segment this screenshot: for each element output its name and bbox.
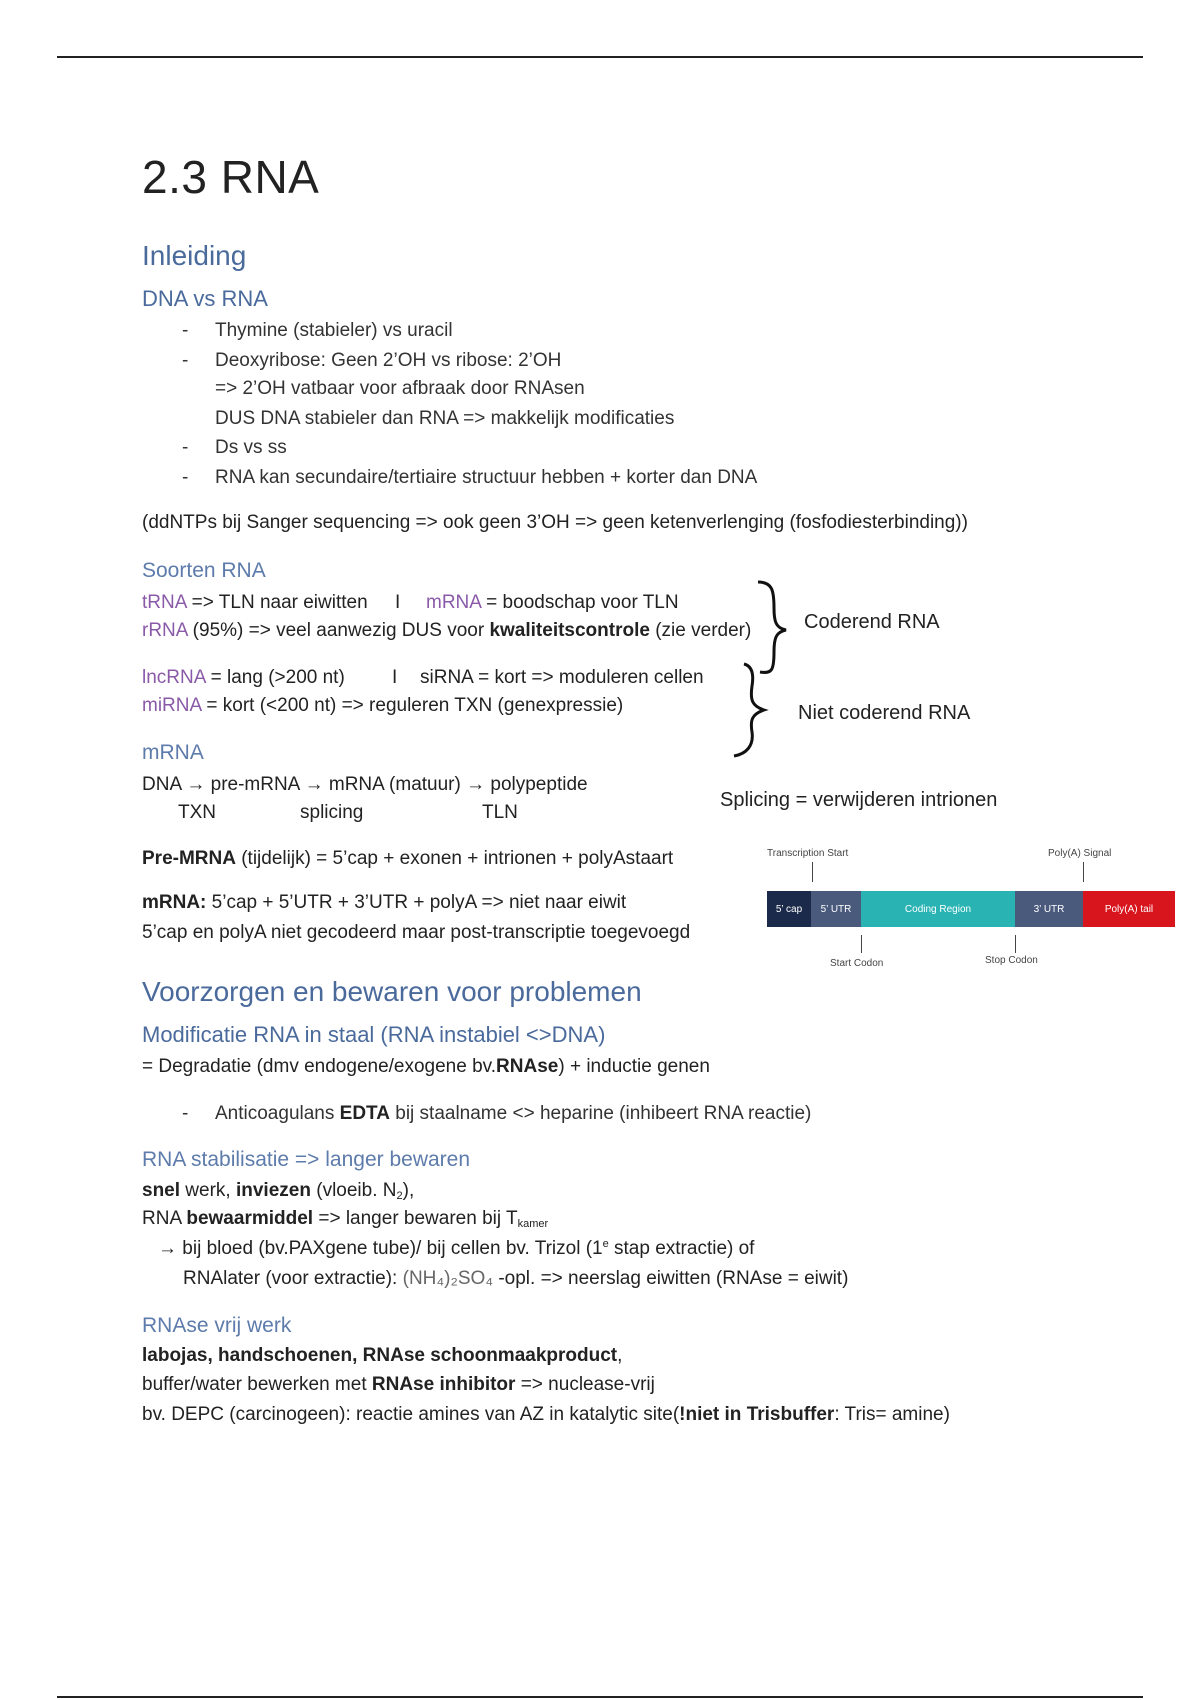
list-item: RNA kan secundaire/tertiaire structuur hebben + korter dan DNA [215, 467, 758, 488]
label-splicing: splicing [300, 802, 364, 823]
lncrna-line [142, 667, 345, 689]
segment-5utr: 5’ UTR [811, 891, 861, 927]
mirna-term: miRNA [142, 695, 202, 716]
separator: I [395, 592, 401, 613]
brace-icon [730, 660, 770, 760]
bullet-dash: - [182, 320, 189, 341]
text-span: Anticoagulans [215, 1103, 340, 1124]
vrij-line-1 [142, 1345, 622, 1367]
list-item: Ds vs ss [215, 437, 287, 458]
label-transcription-start: Transcription Start [767, 848, 849, 859]
text-span: => langer bewaren bij T [313, 1208, 518, 1229]
footer-rule [57, 1696, 1143, 1698]
vrij-line-3 [142, 1404, 950, 1426]
text-span: -opl. => neerslag eiwitten (RNAse = eiwit) [493, 1268, 849, 1289]
bewaarmiddel-line [142, 1208, 548, 1230]
text-span: RNAlater (voor extractie): [183, 1268, 403, 1289]
splicing-definition: Splicing = verwijderen intrionen [720, 789, 998, 811]
label-niet-coderend: Niet coderend RNA [798, 702, 971, 724]
text-span: = Degradatie (dmv endogene/exogene bv. [142, 1056, 497, 1077]
up-arrow-icon [861, 935, 862, 953]
text-span: => nuclease-vrij [515, 1374, 655, 1395]
trna-line [142, 592, 368, 614]
text-span: ) + inductie genen [558, 1056, 710, 1077]
segment-coding-region: Coding Region [861, 891, 1015, 927]
subheading-rnase-vrij: RNAse vrij werk [142, 1314, 292, 1337]
rrna-tail: (zie verder) [649, 620, 752, 641]
label-tln: TLN [482, 802, 518, 823]
mrna-term: mRNA [426, 592, 481, 613]
mrna-structure-desc: 5’cap + 5’UTR + 3’UTR + polyA => niet naar eiwit [206, 892, 627, 913]
text-span: (vloeib. N [310, 1180, 397, 1201]
chemical-formula: (NH₄)₂SO₄ [402, 1268, 494, 1289]
section-heading-voorzorgen: Voorzorgen en bewaren voor problemen [142, 976, 642, 1007]
lncrna-desc: = lang (>200 nt) [205, 667, 345, 688]
rrna-bold: kwaliteitscontrole [489, 620, 650, 641]
segment-5cap: 5’ cap [767, 891, 811, 927]
pre-mrna-desc: (tijdelijk) = 5’cap + exonen + intrionen + polyAstaart [235, 848, 674, 869]
bold-span: labojas, handschoenen, RNAse schoonmaakproduct [142, 1345, 618, 1366]
sanger-note: (ddNTPs bij Sanger sequencing => ook geen 3’OH => geen ketenverlenging (fosfodiesterbinding)) [142, 512, 968, 533]
separator: I [392, 667, 398, 688]
subheading-soorten-rna: Soorten RNA [142, 559, 266, 582]
down-arrow-icon [812, 862, 813, 882]
mirna-desc: = kort (<200 nt) => reguleren TXN (genexpressie) [201, 695, 624, 716]
bullet-dash: - [182, 1103, 189, 1124]
bullet-dash: - [182, 437, 189, 458]
text-span: → bij bloed (bv.PAXgene tube)/ bij cellen bv. Trizol (1 [158, 1238, 603, 1259]
bold-span: RNAse inhibitor [371, 1374, 516, 1395]
mrna-type-line [426, 592, 679, 614]
bullet-dash: - [182, 467, 189, 488]
section-heading-inleiding: Inleiding [142, 240, 247, 271]
text-span: werk, [180, 1180, 236, 1201]
mrna-structure-line [142, 892, 626, 914]
label-coderend: Coderend RNA [804, 611, 940, 633]
text-span: RNA [142, 1208, 187, 1229]
trna-term: tRNA [142, 592, 187, 613]
text-span: buffer/water bewerken met [142, 1374, 372, 1395]
vrij-line-2 [142, 1374, 655, 1396]
mrna-diagram [767, 891, 1175, 927]
subscript: kamer [517, 1218, 549, 1230]
mrna-note: 5’cap en polyA niet gecodeerd maar post-transcriptie toegevoegd [142, 922, 691, 943]
up-arrow-icon [1015, 935, 1016, 953]
list-item: DUS DNA stabieler dan RNA => makkelijk modificaties [215, 408, 675, 429]
list-item: Thymine (stabieler) vs uracil [215, 320, 453, 341]
rnalater-line [183, 1268, 848, 1290]
label-stop-codon: Stop Codon [985, 955, 1038, 966]
pre-mrna-bold: Pre-MRNA [142, 848, 236, 869]
mrna-bold: mRNA: [142, 892, 207, 913]
rrna-term: rRNA [142, 620, 188, 641]
text-span: : Tris= amine) [834, 1404, 950, 1425]
text-span: ), [402, 1180, 415, 1201]
anticoagulans-line [215, 1103, 811, 1125]
list-item: Deoxyribose: Geen 2’OH vs ribose: 2’OH [215, 350, 562, 371]
trna-desc: => TLN naar eiwitten [186, 592, 368, 613]
bold-span: bewaarmiddel [186, 1208, 314, 1229]
text-span: stap extractie) of [608, 1238, 755, 1259]
bold-span: snel [142, 1180, 181, 1201]
pre-mrna-line [142, 848, 673, 870]
list-item: => 2’OH vatbaar voor afbraak door RNAsen [215, 378, 585, 399]
bloed-line [158, 1238, 754, 1260]
snel-line [142, 1180, 414, 1202]
segment-3utr: 3’ UTR [1015, 891, 1083, 927]
bold-span: EDTA [339, 1103, 390, 1124]
label-polya-signal: Poly(A) Signal [1048, 848, 1112, 859]
bullet-dash: - [182, 350, 189, 371]
text-span: bv. DEPC (carcinogeen): reactie amines van AZ in katalytic site( [142, 1404, 680, 1425]
label-txn: TXN [178, 802, 216, 823]
rrna-desc: (95%) => veel aanwezig DUS voor [187, 620, 490, 641]
subheading-stabilisatie: RNA stabilisatie => langer bewaren [142, 1148, 471, 1171]
degradatie-line [142, 1056, 710, 1078]
subscript: 2 [396, 1190, 403, 1202]
lncrna-term: lncRNA [142, 667, 206, 688]
mirna-line [142, 695, 623, 717]
subheading-modificatie: Modificatie RNA in staal (RNA instabiel <>DNA) [142, 1022, 606, 1047]
down-arrow-icon [1083, 862, 1084, 882]
text-span: , [617, 1345, 623, 1366]
subheading-dna-vs-rna: DNA vs RNA [142, 286, 268, 311]
subheading-mrna: mRNA [142, 741, 204, 764]
bold-span: inviezen [235, 1180, 311, 1201]
superscript: e [602, 1238, 609, 1250]
sirna-line: siRNA = kort => moduleren cellen [420, 667, 704, 688]
segment-polya-tail: Poly(A) tail [1083, 891, 1175, 927]
label-start-codon: Start Codon [830, 958, 884, 969]
rrna-line [142, 620, 751, 642]
bold-span: !niet in Trisbuffer [679, 1404, 835, 1425]
page-title: 2.3 RNA [142, 151, 320, 203]
text-span: bij staalname <> heparine (inhibeert RNA reactie) [389, 1103, 812, 1124]
bold-span: RNAse [496, 1056, 559, 1077]
mrna-desc: = boodschap voor TLN [480, 592, 679, 613]
mrna-flow: DNA → pre-mRNA → mRNA (matuur) → polypeptide [142, 774, 588, 795]
header-rule [57, 56, 1143, 58]
